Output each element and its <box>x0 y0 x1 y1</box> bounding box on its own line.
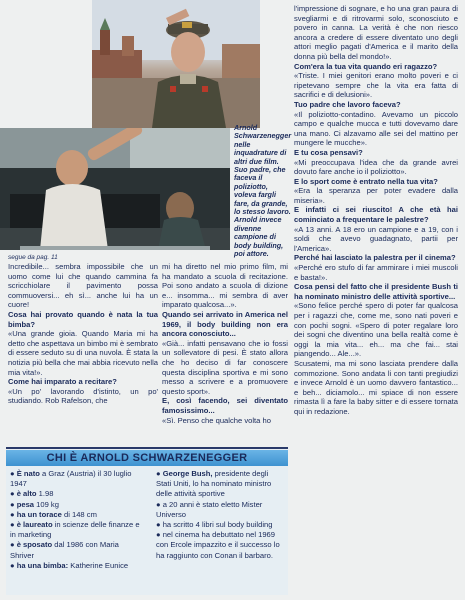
paragraph: «Mi preoccupava l'idea che da grande avrei dovuto fare anche io il poliziotto». <box>294 157 458 177</box>
interview-question: E tu cosa pensavi? <box>294 147 363 157</box>
photo-car-scene <box>0 128 230 250</box>
fact-box-right-list <box>156 469 284 561</box>
paragraph: Scusatemi, ma mi sono lasciata prendere dalla commozione. Sono andata li con tanti pregiudizi e invece Arnold è un uomo davvero fantastico... e beh... diciamolo... mi spiace di non essere rimasta lì a fare la baby sitter e di essere tornata qui in redazione. <box>294 358 458 416</box>
photo-soldier-red-square <box>92 0 260 128</box>
fact-item: ● a 20 anni è stato eletto Mister Universo <box>156 499 263 519</box>
paragraph: «Sì. Penso che qualche volta ho <box>162 415 271 425</box>
fact-box-title: CHI È ARNOLD SCHWARZENEGGER <box>6 450 288 466</box>
paragraph: «Triste. I miei genitori erano molto poveri e ci ripetevano sempre che la vita era fatta di sacrifici e di delusioni». <box>294 71 458 100</box>
photo-car-illustration <box>0 128 230 250</box>
paragraph: «Una grande gioia. Quando Maria mi ha detto che aspettava un bimbo mi è sembrato di essere seduto su di una nuvola. È stata la notizia più bella che mai abbia ricevuto nella mia vita!». <box>8 329 158 377</box>
interview-question: Come hai imparato a recitare? <box>8 377 117 387</box>
continued-from-note: segue da pag. 11 <box>8 254 58 261</box>
paragraph: Incredibile... sembra impossibile che un uomo come lui che quando cammina fa scricchiolare il pavimento possa commuoversi... eh sì... anche lui ha un cuore! <box>8 262 158 310</box>
interview-question: Cosa pensi del fatto che il presidente Bush ti ha nominato ministro delle attività sportive... <box>294 282 458 301</box>
fact-item: ● ha scritto 4 libri sul body building <box>156 520 273 530</box>
fact-item: ● è laureato in scienze delle finanze e in marketing <box>10 520 140 540</box>
paragraph: «Un po' lavorando d'istinto, un po' studiando. Rob Rafelson, che <box>8 386 158 406</box>
interview-question: Com'era la tua vita quando eri ragazzo? <box>294 61 438 71</box>
article-column-right <box>294 4 458 417</box>
paragraph: «A 13 anni. A 18 ero un campione e a 19, con i soldi che avevo guadagnato, partii per l'America». <box>294 224 458 253</box>
fact-item: ● pesa 109 kg <box>10 499 59 509</box>
photo-soldier-illustration <box>92 0 260 128</box>
paragraph: «Già... infatti pensavano che io fossi un sollevatore di pesi. È stato allora che ho deciso di far conoscere questa disciplina sportiva e mi sono messo a scrivere e a promuovere questo sport». <box>162 338 288 396</box>
fact-box <box>6 447 288 595</box>
fact-box-left-list <box>10 469 142 571</box>
interview-question: Cosa hai provato quando è nata la tua bimba? <box>8 309 158 329</box>
interview-question: Tuo padre che lavoro faceva? <box>294 99 401 109</box>
fact-item: ● nel cinema ha debuttato nel 1969 con Ercole impazzito e il successo lo ha raggiunto con Conan il barbaro. <box>156 530 280 560</box>
paragraph: mi ha diretto nel mio primo film, mi ha mandato a scuola di recitazione. Poi sono andato a scuola di dizione e... insomma... mi sembra di aver imparato qualcosa...». <box>162 262 288 310</box>
fact-item: ● ha una bimba: Katherine Eunice <box>10 560 129 570</box>
interview-question: Quando sei arrivato in America nel 1969, il body building non era ancora conosciuto... <box>162 309 288 339</box>
interview-question: E, così facendo, sei diventato famosissimo... <box>162 396 288 415</box>
interview-question: Perché hai lasciato la palestra per il cinema? <box>294 253 456 263</box>
fact-item: ● è sposato dal 1986 con Maria Shriver <box>10 540 119 560</box>
photo-caption: Arnold Schwarzenegger nelle inquadrature di altri due film. Suo padre, che faceva il poliziotto, voleva fargli fare, da grande, lo stesso lavoro. Arnold invece divenne campione di body building, poi attore. <box>234 123 292 259</box>
paragraph: l'impressione di sognare, e ho una gran paura di svegliarmi e di ritrovarmi solo, sconosciuto e povero in canna. La verità è che non riesco ancora a credere di essere diventato uno degli attori meglio pagati d'America e il marito della donna più bella del mondo!». <box>294 4 458 61</box>
fact-item: ● ha un torace di 148 cm <box>10 509 97 519</box>
paragraph: «Perché ero stufo di far ammirare i miei muscoli e basta!». <box>294 263 458 282</box>
article-column-left <box>8 262 158 406</box>
fact-item: ● è alto 1.98 <box>10 489 54 499</box>
article-column-middle <box>162 262 288 425</box>
paragraph: «Era la speranza per poter evadere dalla miseria». <box>294 186 458 205</box>
interview-question: E lo sport come è entrato nella tua vita? <box>294 176 438 186</box>
fact-item: ● È nato a Graz (Austria) il 30 luglio 1947 <box>10 469 132 489</box>
interview-question: E infatti ci sei riuscito! A che età hai cominciato a frequentare le palestre? <box>294 205 458 225</box>
fact-item: ● George Bush, presidente degli Stati Uniti, lo ha nominato ministro delle attività sportive <box>156 469 272 499</box>
paragraph: «Il poliziotto-contadino. Avevamo un piccolo campo e qualche mucca e tutti dovevamo dare una mano. Ci alzavamo alle sei del mattino per mungere le mucche». <box>294 109 458 148</box>
paragraph: «Sono felice perché spero di poter far qualcosa per i ragazzi che, come me, sono nati poveri e con pochi sogni. «Spero di poter regalare loro dei sogni che diventino una bella realtà come è oggi la mia vita... eh... ma che fai... stai piangendo... Ale...». <box>294 301 458 359</box>
